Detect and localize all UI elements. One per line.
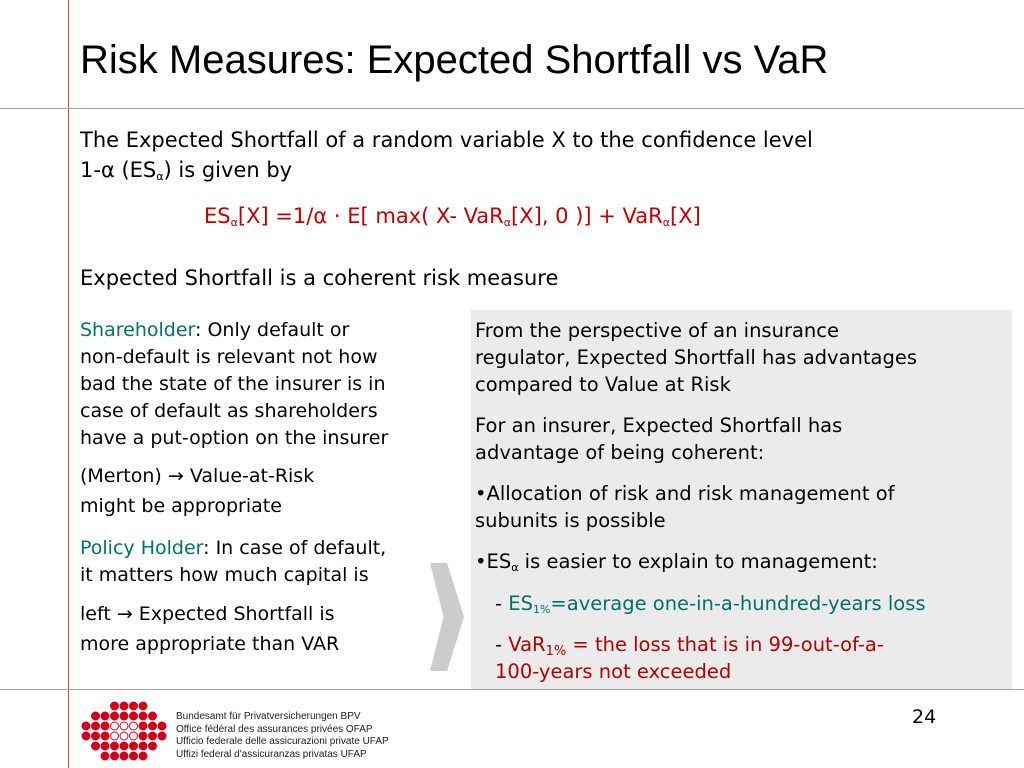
logo-dot [92,732,100,740]
panel-line: subunits is possible [475,509,666,532]
panel-line: •Allocation of risk and risk management of [475,482,895,505]
logo-dot [139,732,147,740]
panel-line: advantage of being coherent: [475,441,765,464]
panel-line: For an insurer, Expected Shortfall has [475,414,843,437]
merton-line: (Merton) → Value-at-Risk [80,465,315,487]
logo-dot [139,702,147,710]
footer-divider [0,689,1024,690]
merton-line-2: might be appropriate [80,495,282,517]
bpv-logo-icon [80,700,168,762]
logo-dot [82,732,90,740]
policy-holder-label: Policy Holder [80,537,204,559]
panel-line: From the perspective of an insurance [475,319,839,342]
logo-dot [111,712,119,720]
logo-dot [92,722,100,730]
chevron-right-icon [430,563,464,671]
logo-dot [158,732,166,740]
logo-dot [101,712,109,720]
logo-dot [111,722,119,730]
logo-dot [139,722,147,730]
policy-line-1: Policy Holder: In case of default, [80,537,387,559]
vertical-rule [68,0,69,768]
logo-dot [149,732,157,740]
shareholder-line-2: non-default is relevant not how [80,346,378,368]
logo-dot [101,722,109,730]
shareholder-label: Shareholder [80,319,196,341]
shareholder-line-3: bad the state of the insurer is in [80,373,386,395]
logo-dot [149,722,157,730]
shareholder-line-4: case of default as shareholders [80,400,378,422]
arrow-icon: → [167,465,184,487]
logo-dot [149,742,157,750]
panel-line: regulator, Expected Shortfall has advantages [475,346,918,369]
logo-dot [139,712,147,720]
logo-dot [120,732,128,740]
logo-dot [130,712,138,720]
var-definition-2: 100-years not exceeded [495,660,732,683]
shareholder-line-1: Shareholder: Only default or [80,319,350,341]
intro-line-2: 1-α $(ES_\alpha)$ is given by [80,158,293,183]
logo-dot [149,712,157,720]
logo-dot [139,742,147,750]
title-divider [0,108,1024,109]
slide-title: Risk Measures: Expected Shortfall vs VaR [80,38,829,82]
shareholder-line-5: have a put-option on the insurer [80,427,389,449]
es-formula: $ES_\alpha[X] =1/\alpha \cdot E$[ max( X- VaR$_\alpha$[X], 0 )] + VaR$_\alpha$[X] [204,204,701,229]
logo-dot [111,752,119,760]
logo-dot [92,712,100,720]
arrow-icon: → [116,603,133,625]
logo-dot [111,732,119,740]
es-definition: - $ES_{1\%}=average$ one-in-a-hundred-years loss [495,592,926,616]
logo-dot [101,752,109,760]
logo-dot [92,742,100,750]
panel-line: $•ES_\alpha$ is easier to explain to management: [475,550,878,574]
intro-line-1: The Expected Shortfall of a random variable X to the confidence level [80,128,813,152]
logo-dot [120,712,128,720]
policy-line-2: it matters how much capital is [80,564,369,586]
policy-line-3: left → Expected Shortfall is [80,603,335,625]
logo-dot [130,742,138,750]
logo-dot [101,732,109,740]
logo-dot [158,722,166,730]
policy-line-4: more appropriate than VAR [80,633,340,655]
coherent-statement: Expected Shortfall is a coherent risk measure [80,266,559,290]
agency-name: Bundesamt für Privatversicherungen BPV Office fédéral des assurances privées OFAP Ufficio federale delle assicurazioni private UFAP Uffizi federal d'assicuranzas privatas UFAP [176,711,389,760]
logo-dot [130,702,138,710]
logo-dot [130,722,138,730]
logo-dot [130,732,138,740]
logo-dot [111,702,119,710]
logo-dot [120,702,128,710]
logo-dot [101,742,109,750]
panel-line: compared to Value at Risk [475,373,731,396]
logo-dot [111,742,119,750]
logo-dot [139,752,147,760]
logo-dot [130,752,138,760]
logo-dot [120,722,128,730]
logo-dot [120,752,128,760]
page-number: 24 [912,706,937,728]
logo-dot [120,742,128,750]
var-definition: - VaR$_{1\%}$ = the loss that is in 99-out-of-a- [495,633,884,659]
logo-dot [82,722,90,730]
